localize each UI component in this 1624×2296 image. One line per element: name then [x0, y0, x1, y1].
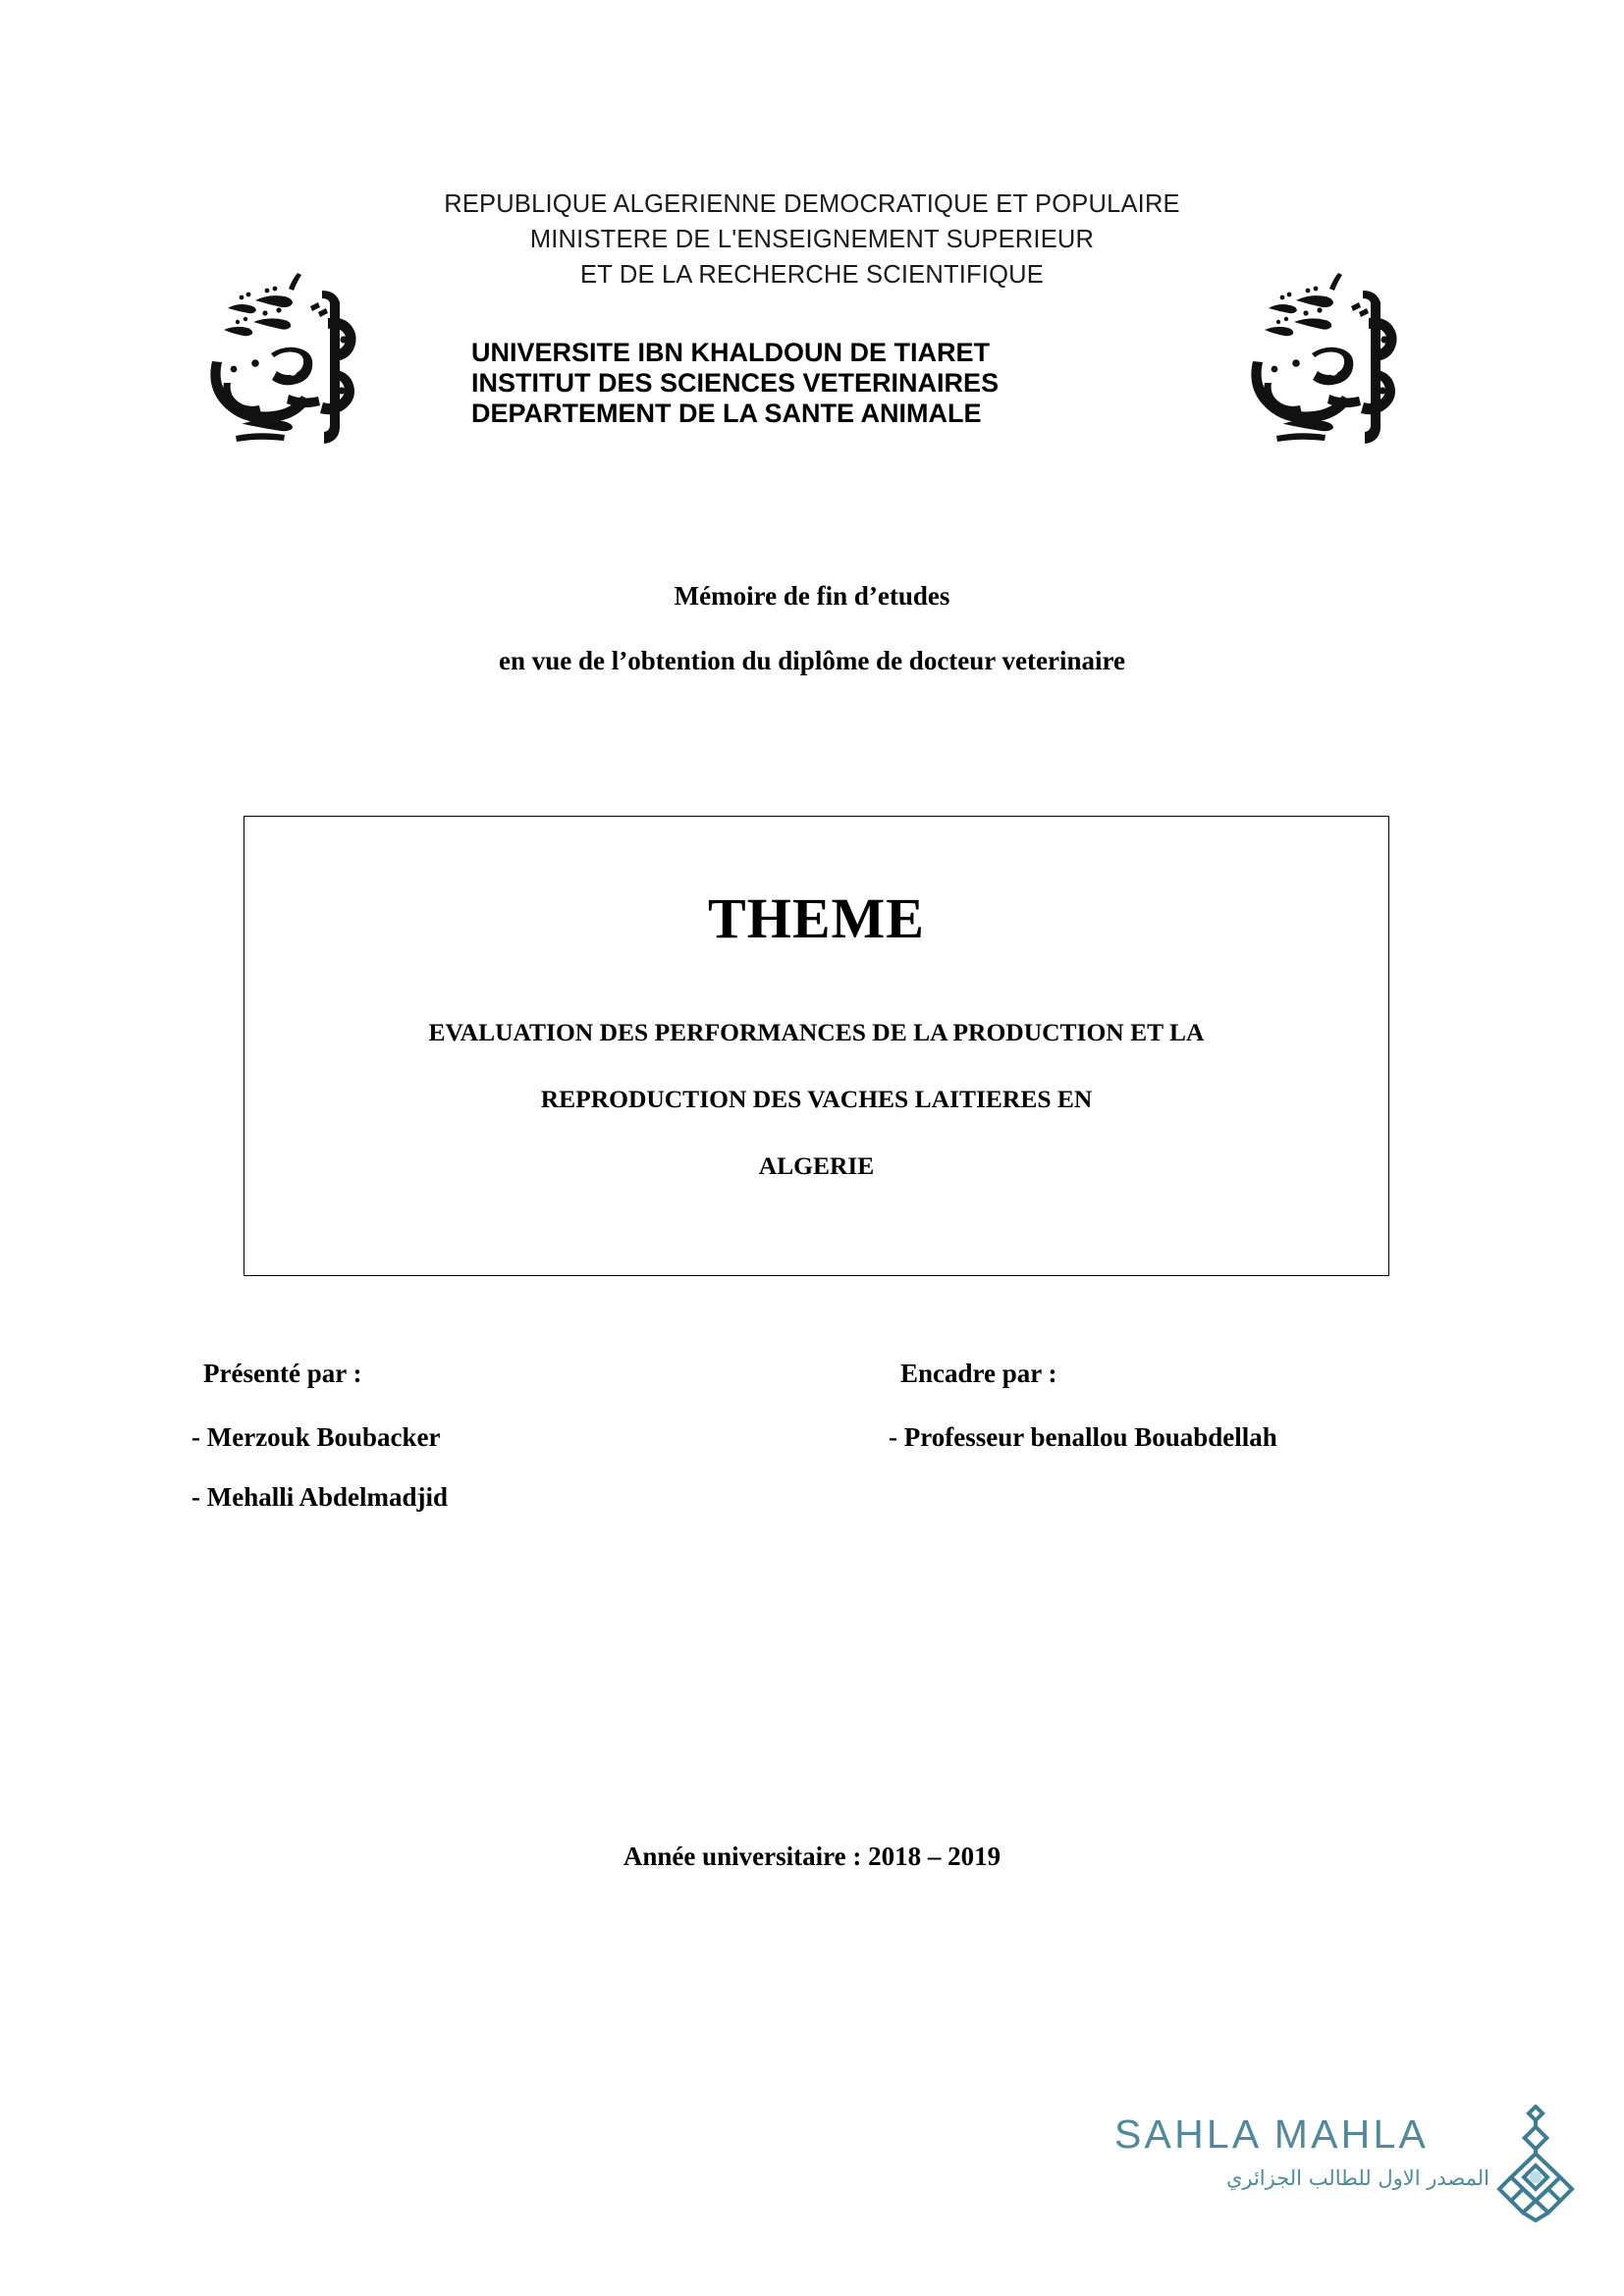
watermark-subtitle-arabic: المصدر الاول للطالب الجزائري — [1225, 2166, 1489, 2190]
presented-by-label: Présenté par : — [203, 1359, 362, 1388]
theme-box — [244, 816, 1389, 1276]
geometric-ornament-icon — [1493, 2105, 1578, 2224]
watermark-title: SAHLA MAHLA — [1114, 2111, 1430, 2157]
thesis-title — [268, 999, 1365, 1200]
university-name-block — [471, 338, 1178, 429]
university-seal-right-icon — [1235, 267, 1400, 449]
university-line-2: INSTITUT DES SCIENCES VETERINAIRES — [471, 368, 1000, 398]
thesis-type-line: Mémoire de fin d’etudes — [674, 581, 950, 611]
theme-heading: THEME — [708, 886, 925, 950]
thesis-title-line-2: REPRODUCTION DES VACHES LAITIERES EN — [540, 1085, 1093, 1113]
ministry-line-3: ET DE LA RECHERCHE SCIENTIFIQUE — [580, 261, 1044, 289]
supervised-by-label: Encadre par : — [900, 1359, 1057, 1388]
supervisor-name-1: - Professeur benallou Bouabdellah — [889, 1422, 1277, 1452]
university-seal-left-icon — [194, 267, 359, 449]
sahla-mahla-watermark — [1114, 2109, 1576, 2236]
watermark-text-wrap — [1114, 2109, 1489, 2195]
university-line-1: UNIVERSITE IBN KHALDOUN DE TIARET — [471, 338, 991, 367]
ministry-line-2: MINISTERE DE L'ENSEIGNEMENT SUPERIEUR — [529, 226, 1095, 253]
author-name-2: - Mehalli Abdelmadjid — [191, 1482, 449, 1512]
thesis-title-line-3: ALGERIE — [758, 1151, 875, 1180]
university-line-3: DEPARTEMENT DE LA SANTE ANIMALE — [471, 399, 982, 428]
author-name-1: - Merzouk Boubacker — [191, 1422, 441, 1452]
ministry-line-1: REPUBLIQUE ALGERIENNE DEMOCRATIQUE ET POPULAIRE — [444, 190, 1180, 218]
academic-year: Année universitaire : 2018 – 2019 — [623, 1842, 1001, 1871]
thesis-purpose-line: en vue de l’obtention du diplôme de docteur veterinaire — [499, 646, 1125, 675]
thesis-title-line-1: EVALUATION DES PERFORMANCES DE LA PRODUCTION ET LA — [428, 1018, 1205, 1046]
